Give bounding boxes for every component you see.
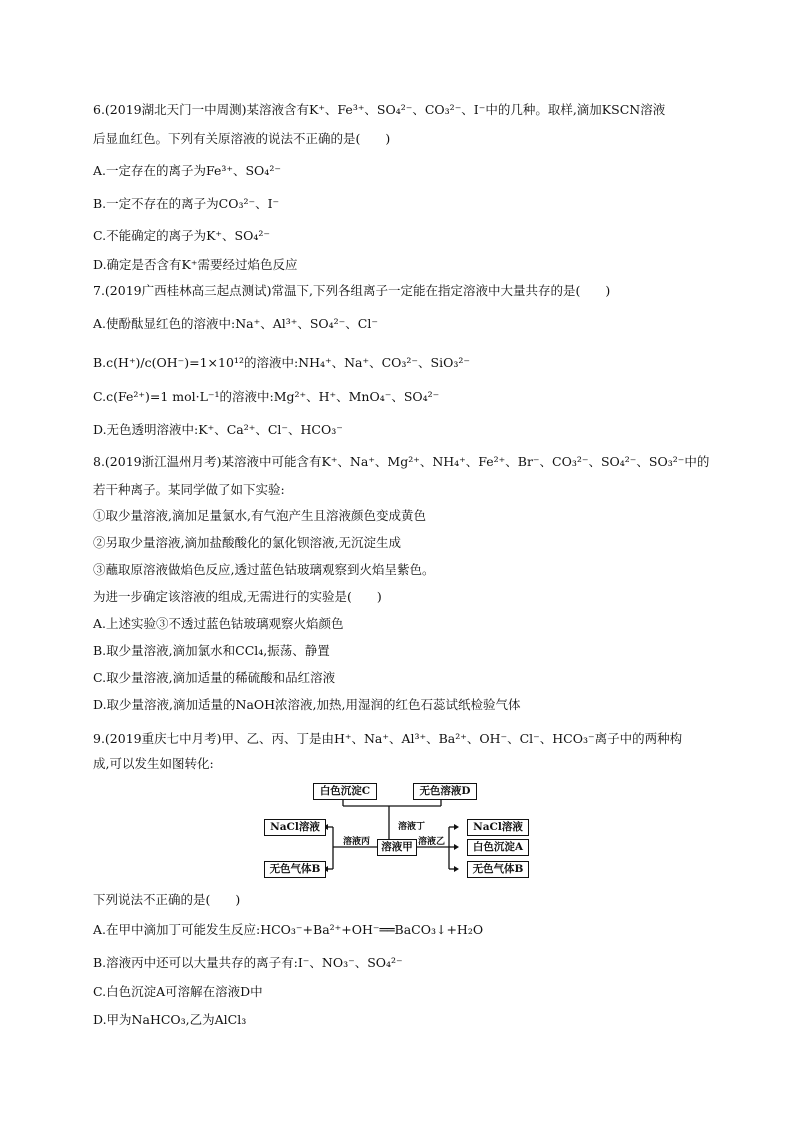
q9-stem-line1: 9.(2019重庆七中月考)甲、乙、丙、丁是由H⁺、Na⁺、Al³⁺、Ba²⁺、OH⁻、Cl⁻、HCO₃⁻离子中的两种构 <box>93 731 683 746</box>
q9-stem-line2: 成,可以发生如图转化: <box>93 756 214 771</box>
q8-experiment-1: ①取少量溶液,滴加足量氯水,有气泡产生且溶液颜色变成黄色 <box>93 508 426 523</box>
box-white-precipitate-c: 白色沉淀C <box>313 783 377 800</box>
q8-question: 为进一步确定该溶液的组成,无需进行的实验是( ) <box>93 589 382 604</box>
box-nacl-solution-left: NaCl溶液 <box>264 819 326 836</box>
q7-option-d: D.无色透明溶液中:K⁺、Ca²⁺、Cl⁻、HCO₃⁻ <box>93 422 343 437</box>
box-colorless-gas-b-left: 无色气体B <box>264 861 326 878</box>
q8-option-a: A.上述实验③不透过蓝色钴玻璃观察火焰颜色 <box>93 616 344 631</box>
q9-question: 下列说法不正确的是( ) <box>93 892 241 907</box>
q8-option-c: C.取少量溶液,滴加适量的稀硫酸和品红溶液 <box>93 670 336 685</box>
q6-stem-line2: 后显血红色。下列有关原溶液的说法不正确的是( ) <box>93 131 391 146</box>
q6-stem-line1: 6.(2019湖北天门一中周测)某溶液含有K⁺、Fe³⁺、SO₄²⁻、CO₃²⁻、I⁻中的几种。取样,滴加KSCN溶液 <box>93 102 666 117</box>
q6-option-b: B.一定不存在的离子为CO₃²⁻、I⁻ <box>93 196 280 211</box>
q9-option-a: A.在甲中滴加丁可能发生反应:HCO₃⁻+Ba²⁺+OH⁻══BaCO₃↓+H₂O <box>93 922 484 937</box>
q6-option-c: C.不能确定的离子为K⁺、SO₄²⁻ <box>93 228 270 243</box>
q7-option-b: B.c(H⁺)/c(OH⁻)=1×10¹²的溶液中:NH₄⁺、Na⁺、CO₃²⁻、SiO₃²⁻ <box>93 355 470 370</box>
label-solution-ding: 溶液丁 <box>398 822 426 832</box>
q9-option-d: D.甲为NaHCO₃,乙为AlCl₃ <box>93 1012 247 1027</box>
q8-stem-line2: 若干种离子。某同学做了如下实验: <box>93 482 285 497</box>
box-solution-jia: 溶液甲 <box>377 839 417 856</box>
q8-option-d: D.取少量溶液,滴加适量的NaOH浓溶液,加热,用湿润的红色石蕊试纸检验气体 <box>93 697 521 712</box>
q7-option-a: A.使酚酞显红色的溶液中:Na⁺、Al³⁺、SO₄²⁻、Cl⁻ <box>93 316 378 331</box>
q8-option-b: B.取少量溶液,滴加氯水和CCl₄,振荡、静置 <box>93 643 330 658</box>
q8-stem-line1: 8.(2019浙江温州月考)某溶液中可能含有K⁺、Na⁺、Mg²⁺、NH₄⁺、Fe²⁺、Br⁻、CO₃²⁻、SO₄²⁻、SO₃²⁻中的 <box>93 454 710 469</box>
q9-option-c: C.白色沉淀A可溶解在溶液D中 <box>93 984 263 999</box>
q6-option-a: A.一定存在的离子为Fe³⁺、SO₄²⁻ <box>93 163 281 178</box>
q8-experiment-2: ②另取少量溶液,滴加盐酸酸化的氯化钡溶液,无沉淀生成 <box>93 535 401 550</box>
label-solution-bing: 溶液丙 <box>343 837 371 847</box>
box-colorless-solution-d: 无色溶液D <box>413 783 477 800</box>
q8-experiment-3: ③蘸取原溶液做焰色反应,透过蓝色钴玻璃观察到火焰呈紫色。 <box>93 562 435 577</box>
q7-option-c: C.c(Fe²⁺)=1 mol·L⁻¹的溶液中:Mg²⁺、H⁺、MnO₄⁻、SO₄²⁻ <box>93 389 440 404</box>
q9-conversion-diagram <box>263 779 533 883</box>
q7-stem: 7.(2019广西桂林高三起点测试)常温下,下列各组离子一定能在指定溶液中大量共存的是( ) <box>93 283 611 298</box>
box-nacl-solution-right: NaCl溶液 <box>467 819 529 836</box>
q6-option-d: D.确定是否含有K⁺需要经过焰色反应 <box>93 257 298 272</box>
box-colorless-gas-b-right: 无色气体B <box>467 861 529 878</box>
label-solution-yi: 溶液乙 <box>418 837 446 847</box>
q9-option-b: B.溶液丙中还可以大量共存的离子有:I⁻、NO₃⁻、SO₄²⁻ <box>93 955 403 970</box>
box-white-precipitate-a: 白色沉淀A <box>467 839 529 856</box>
